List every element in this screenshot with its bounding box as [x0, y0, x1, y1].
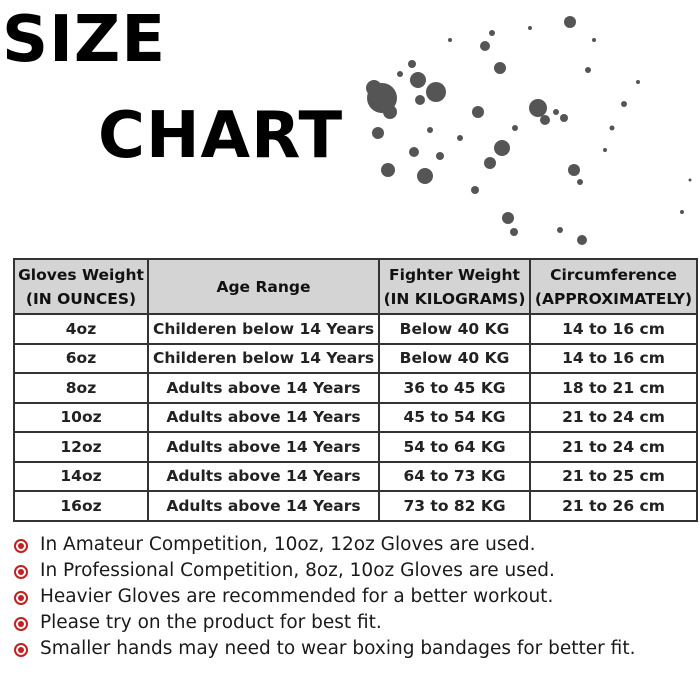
cell-circumference: 21 to 24 cm — [530, 432, 697, 462]
note-item — [14, 558, 694, 584]
header-fighter-weight-line2: (IN KILOGRAMS) — [383, 289, 526, 308]
cell-circumference: 21 to 26 cm — [530, 491, 697, 521]
header-age-range-label: Age Range — [216, 277, 311, 296]
table-row — [14, 462, 697, 492]
header-gloves-weight — [14, 259, 148, 314]
cell-gloves-weight: 16oz — [14, 491, 148, 521]
header-gloves-weight-line1: Gloves Weight — [18, 265, 144, 284]
cell-gloves-weight: 12oz — [14, 432, 148, 462]
cell-gloves-weight: 14oz — [14, 462, 148, 492]
cell-fighter-weight: 54 to 64 KG — [379, 432, 530, 462]
title-line-chart: CHART — [98, 99, 344, 173]
note-text: In Amateur Competition, 10oz, 12oz Gloves are used. — [40, 534, 536, 555]
cell-circumference: 18 to 21 cm — [530, 373, 697, 403]
cell-circumference: 21 to 24 cm — [530, 403, 697, 433]
cell-fighter-weight: 36 to 45 KG — [379, 373, 530, 403]
radio-bullet-icon — [14, 565, 28, 579]
note-text: Heavier Gloves are recommended for a better workout. — [40, 586, 554, 607]
table-row — [14, 344, 697, 374]
cell-gloves-weight: 10oz — [14, 403, 148, 433]
cell-gloves-weight: 6oz — [14, 344, 148, 374]
notes-list — [14, 532, 694, 662]
cell-circumference: 21 to 25 cm — [530, 462, 697, 492]
cell-age-range: Childeren below 14 Years — [148, 344, 379, 374]
note-text: Smaller hands may need to wear boxing bandages for better fit. — [40, 638, 636, 659]
header-age-range — [148, 259, 379, 314]
cell-fighter-weight: Below 40 KG — [379, 344, 530, 374]
note-text: Please try on the product for best fit. — [40, 612, 382, 633]
radio-bullet-icon — [14, 643, 28, 657]
title-line-size: SIZE — [2, 3, 167, 77]
radio-bullet-icon — [14, 539, 28, 553]
cell-age-range: Adults above 14 Years — [148, 432, 379, 462]
cell-gloves-weight: 8oz — [14, 373, 148, 403]
cell-age-range: Childeren below 14 Years — [148, 314, 379, 344]
note-item — [14, 636, 694, 662]
header-fighter-weight — [379, 259, 530, 314]
cell-circumference: 14 to 16 cm — [530, 314, 697, 344]
table-row — [14, 373, 697, 403]
cell-fighter-weight: 73 to 82 KG — [379, 491, 530, 521]
header-gloves-weight-line2: (IN OUNCES) — [25, 289, 137, 308]
paint-splatter-icon — [360, 0, 700, 250]
cell-age-range: Adults above 14 Years — [148, 491, 379, 521]
note-text: In Professional Competition, 8oz, 10oz Gloves are used. — [40, 560, 555, 581]
header-circumference — [530, 259, 697, 314]
cell-fighter-weight: 64 to 73 KG — [379, 462, 530, 492]
header-circumference-line1: Circumference — [550, 265, 677, 284]
table-row — [14, 403, 697, 433]
table-row — [14, 432, 697, 462]
cell-age-range: Adults above 14 Years — [148, 462, 379, 492]
cell-fighter-weight: 45 to 54 KG — [379, 403, 530, 433]
note-item — [14, 532, 694, 558]
cell-circumference: 14 to 16 cm — [530, 344, 697, 374]
radio-bullet-icon — [14, 617, 28, 631]
cell-gloves-weight: 4oz — [14, 314, 148, 344]
cell-age-range: Adults above 14 Years — [148, 403, 379, 433]
table-row — [14, 491, 697, 521]
table-header-row — [14, 259, 697, 314]
cell-age-range: Adults above 14 Years — [148, 373, 379, 403]
radio-bullet-icon — [14, 591, 28, 605]
size-table — [13, 258, 698, 522]
header-fighter-weight-line1: Fighter Weight — [389, 265, 520, 284]
note-item — [14, 610, 694, 636]
cell-fighter-weight: Below 40 KG — [379, 314, 530, 344]
header-circumference-line2: (APPROXIMATELY) — [534, 289, 693, 308]
note-item — [14, 584, 694, 610]
table-row — [14, 314, 697, 344]
